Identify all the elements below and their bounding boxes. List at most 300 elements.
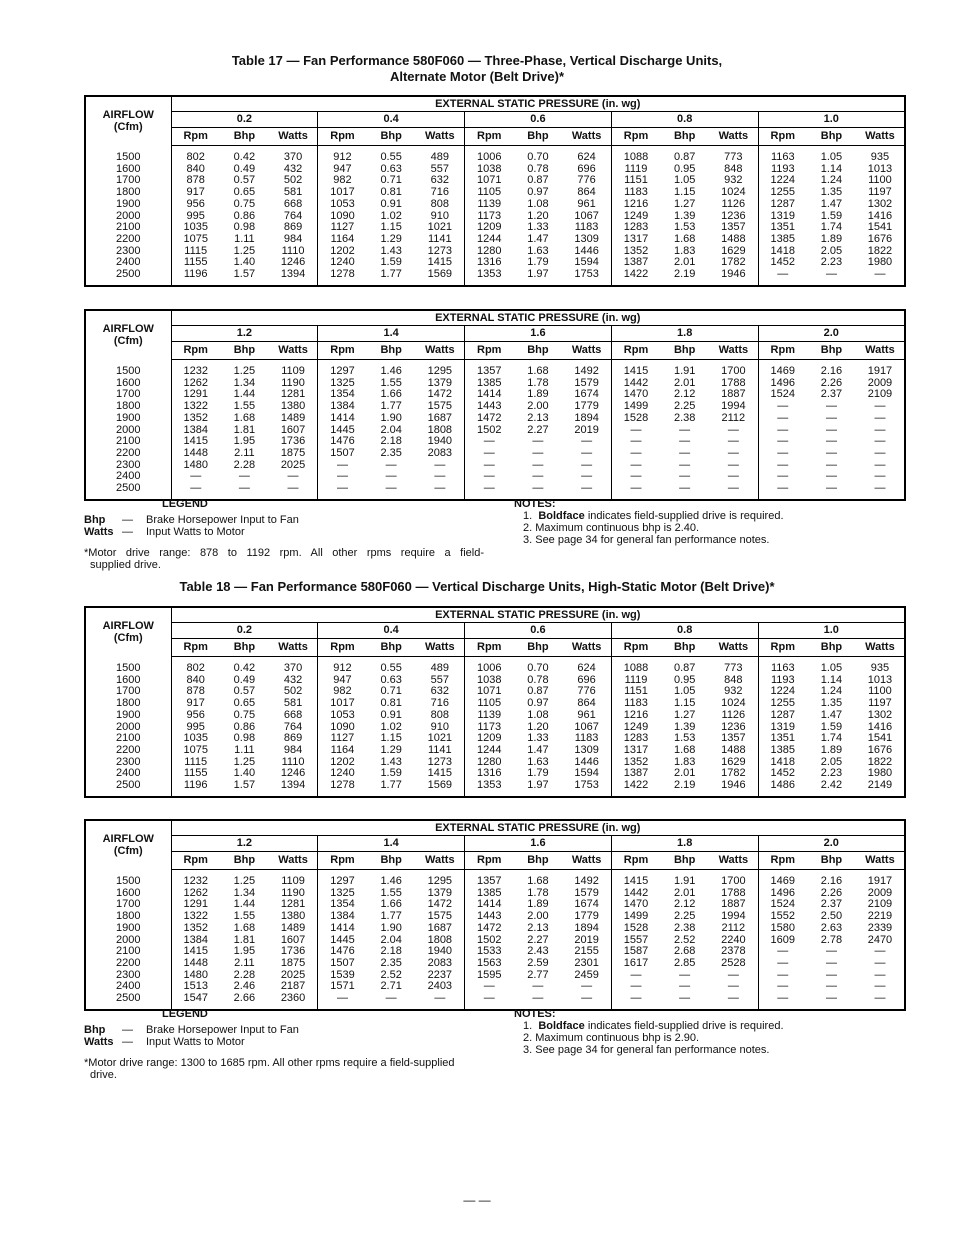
bhp-cell: 2.18	[380, 945, 402, 958]
rpm-cell: 1418	[770, 755, 796, 768]
rpm-cell: 1262	[183, 886, 208, 899]
bhp-cell: —	[825, 423, 837, 436]
rpm-cell: 1469	[770, 365, 796, 377]
bhp-cell: 1.68	[527, 875, 549, 887]
watts-column-header: Watts	[416, 342, 465, 360]
bhp-cell: 0.49	[233, 162, 256, 175]
bhp-cell: 2.27	[527, 423, 549, 436]
rpm-cell: 947	[333, 162, 352, 175]
airflow-unit: (Cfm)	[113, 121, 143, 134]
rpm-cell: 912	[333, 662, 352, 674]
watts-cell: —	[874, 968, 886, 981]
rpm-cell: 1422	[623, 779, 649, 792]
watts-cell: 1700	[709, 360, 758, 378]
watts-column-header: Watts	[416, 639, 465, 657]
bhp-cell: —	[679, 992, 691, 1005]
bhp-cell: 0.65	[233, 697, 256, 710]
bhp-column-header: Bhp	[220, 852, 269, 870]
airflow-cell: 2400	[85, 257, 171, 269]
bhp-cell: 1.66	[380, 898, 402, 911]
airflow-cell: 1700	[85, 899, 171, 911]
bhp-cell: 1.39	[673, 720, 696, 733]
rpm-cell: 1088	[623, 662, 649, 674]
watts-cell: —	[709, 981, 758, 993]
watts-cell: 1894	[562, 923, 611, 935]
bhp-cell: 1.35	[820, 186, 843, 199]
watts-cell: 716	[416, 698, 465, 710]
watts-cell: 1676	[867, 743, 893, 756]
note-1-text: indicates field-supplied drive is required.	[584, 1020, 784, 1032]
footnote17-line2: supplied drive.	[90, 559, 161, 571]
watts-cell: 1190	[269, 888, 318, 900]
rpm-cell: 982	[333, 685, 352, 698]
bhp-cell: 1.79	[527, 767, 549, 780]
legend-bhp-dash: —	[122, 514, 133, 526]
watts-cell: 502	[269, 686, 318, 698]
watts-cell: 489	[416, 657, 465, 675]
bhp-cell: —	[532, 482, 544, 495]
watts-cell: 961	[562, 710, 611, 722]
watts-cell: 1380	[269, 401, 318, 413]
bhp-column-header: Bhp	[807, 128, 856, 146]
legend-bhp-def: Brake Horsepower Input to Fan	[146, 514, 299, 526]
note-1	[514, 510, 906, 522]
legend-watts-def: Input Watts to Motor	[146, 1036, 245, 1048]
rpm-cell: —	[630, 992, 642, 1005]
rpm-cell: 1385	[770, 743, 796, 756]
pressure-header: 1.8	[611, 326, 758, 342]
rpm-cell: 1249	[623, 720, 649, 733]
watts-cell: 1446	[562, 246, 611, 258]
watts-cell: 1674	[562, 389, 611, 401]
bhp-cell: 2.35	[380, 956, 402, 969]
watts-cell: 1236	[709, 722, 758, 734]
rpm-cell: 1415	[183, 945, 208, 958]
bhp-cell: 2.01	[673, 767, 696, 780]
rpm-cell: 1317	[623, 743, 649, 756]
rpm-cell: —	[483, 980, 495, 993]
watts-cell: —	[874, 268, 886, 281]
bhp-cell: 1.68	[673, 743, 696, 756]
bhp-cell: —	[825, 411, 837, 424]
watts-cell: —	[416, 483, 465, 500]
rpm-cell: 1352	[183, 921, 208, 934]
watts-cell: 370	[269, 657, 318, 675]
watts-cell: —	[874, 470, 886, 483]
pressure-header: 1.0	[758, 112, 905, 128]
table17-legend	[84, 498, 504, 538]
bhp-cell: 2.38	[673, 921, 696, 934]
rpm-cell: 1115	[184, 244, 208, 257]
watts-cell: 1183	[562, 222, 611, 234]
bhp-cell: 2.00	[527, 910, 549, 923]
watts-cell: 2237	[416, 970, 465, 982]
watts-cell: —	[269, 471, 318, 483]
bhp-cell: —	[532, 980, 544, 993]
watts-cell: 776	[562, 175, 611, 187]
watts-cell: 2360	[269, 993, 318, 1010]
rpm-cell: 1280	[477, 755, 502, 768]
watts-cell: 557	[416, 675, 465, 687]
watts-cell: —	[874, 446, 886, 459]
bhp-cell: 1.91	[673, 875, 696, 887]
rpm-cell: —	[336, 470, 348, 483]
watts-cell: 2240	[709, 935, 758, 947]
airflow-cell: 2000	[85, 425, 171, 437]
rpm-cell: 878	[186, 685, 205, 698]
watts-cell: 2009	[867, 886, 893, 899]
watts-cell: 1197	[868, 186, 892, 199]
watts-cell: 716	[416, 187, 465, 199]
rpm-cell: 1587	[623, 945, 649, 958]
bhp-cell: 1.44	[233, 388, 256, 401]
bhp-cell: 0.49	[233, 673, 256, 686]
watts-cell: 1875	[269, 448, 318, 460]
watts-cell: 1594	[562, 768, 611, 780]
bhp-cell: 2.04	[380, 933, 402, 946]
rpm-cell: 1139	[477, 708, 502, 721]
bhp-cell: 1.59	[820, 720, 843, 733]
legend-watts-term: Watts	[84, 1036, 114, 1048]
airflow-cell: 1600	[85, 675, 171, 687]
bhp-cell: 0.87	[673, 662, 696, 674]
rpm-cell: 1469	[770, 875, 796, 887]
watts-cell: 2009	[867, 376, 893, 389]
watts-cell: 1302	[867, 708, 893, 721]
airflow-cell: 1900	[85, 923, 171, 935]
table18-legend	[84, 1008, 504, 1048]
pressure-header: 2.0	[758, 326, 905, 342]
rpm-cell: 1287	[770, 197, 796, 210]
watts-cell: 2109	[867, 388, 893, 401]
bhp-cell: 1.57	[233, 268, 256, 281]
watts-cell: 848	[709, 675, 758, 687]
airflow-cell: 1900	[85, 413, 171, 425]
external-static-pressure-header: EXTERNAL STATIC PRESSURE (in. wg)	[171, 607, 905, 623]
rpm-cell: 995	[186, 209, 205, 222]
airflow-cell: 1500	[85, 657, 171, 675]
rpm-cell: 1445	[330, 933, 355, 946]
rpm-cell: 1278	[330, 268, 355, 281]
bhp-cell: 1.68	[527, 365, 549, 377]
bhp-cell: 1.95	[233, 435, 256, 448]
airflow-header	[85, 820, 171, 870]
watts-cell: 1788	[709, 888, 758, 900]
watts-cell: 1190	[269, 378, 318, 390]
bhp-cell: 1.90	[380, 921, 402, 934]
bhp-column-header: Bhp	[660, 639, 709, 657]
watts-cell: —	[269, 483, 318, 500]
bhp-cell: 1.33	[527, 732, 549, 745]
bhp-cell: 1.47	[820, 197, 843, 210]
watts-cell: 432	[269, 675, 318, 687]
rpm-column-header: Rpm	[611, 128, 660, 146]
rpm-cell: 1163	[770, 662, 795, 674]
table-row	[85, 657, 905, 675]
bhp-cell: 1.77	[380, 779, 402, 792]
watts-cell: 1700	[709, 870, 758, 888]
watts-cell: 1021	[416, 733, 465, 745]
airflow-cell: 2300	[85, 246, 171, 258]
bhp-cell: 0.65	[233, 186, 256, 199]
bhp-cell: 2.78	[820, 933, 843, 946]
watts-cell: 2112	[709, 413, 758, 425]
rpm-cell: 1090	[330, 209, 355, 222]
watts-column-header: Watts	[416, 128, 465, 146]
bhp-cell: 1.40	[233, 767, 256, 780]
bhp-cell: —	[679, 458, 691, 471]
pressure-header: 1.2	[171, 836, 318, 852]
watts-cell: 1607	[269, 935, 318, 947]
legend-watts-dash: —	[122, 526, 133, 538]
rpm-cell: 1071	[477, 174, 502, 187]
table17-title-line1: Table 17 — Fan Performance 580F060 — Three-Phase, Vertical Discharge Units,	[231, 53, 723, 68]
rpm-cell: 1017	[330, 186, 355, 199]
airflow-cell: 2300	[85, 970, 171, 982]
watts-column-header: Watts	[856, 852, 905, 870]
legend-watts-def: Input Watts to Motor	[146, 526, 245, 538]
bhp-cell: 1.35	[820, 697, 843, 710]
watts-cell: 1808	[416, 935, 465, 947]
rpm-cell: 1418	[770, 244, 796, 257]
watts-cell: —	[874, 992, 886, 1005]
airflow-unit: (Cfm)	[113, 845, 143, 858]
bhp-cell: 1.15	[673, 697, 696, 710]
watts-cell: 1302	[867, 197, 893, 210]
watts-cell: 1415	[416, 257, 465, 269]
watts-column-header: Watts	[562, 639, 611, 657]
watts-cell: 1281	[269, 389, 318, 401]
rpm-cell: 1387	[623, 767, 649, 780]
rpm-cell: 1297	[330, 875, 355, 887]
rpm-cell: —	[777, 411, 789, 424]
airflow-cell: 1900	[85, 199, 171, 211]
bhp-cell: 1.15	[380, 221, 402, 234]
bhp-cell: 1.15	[380, 732, 402, 745]
bhp-cell: —	[679, 435, 691, 448]
rpm-cell: —	[630, 435, 642, 448]
bhp-cell: 2.25	[673, 400, 696, 413]
airflow-label: AIRFLOW	[102, 620, 154, 633]
watts-cell: 2112	[709, 923, 758, 935]
rpm-cell: 1155	[183, 256, 208, 269]
airflow-cell: 2200	[85, 745, 171, 757]
rpm-cell: 956	[186, 197, 205, 210]
rpm-cell: 1486	[770, 779, 796, 792]
watts-cell: 1416	[867, 720, 893, 733]
bhp-cell: 0.87	[527, 685, 549, 698]
legend-watts-row	[84, 1036, 504, 1048]
watts-column-header: Watts	[709, 639, 758, 657]
bhp-cell: 1.14	[820, 162, 843, 175]
rpm-cell: 1452	[770, 767, 796, 780]
watts-cell: 1894	[562, 413, 611, 425]
watts-cell: 1822	[867, 755, 893, 768]
watts-cell: 864	[562, 698, 611, 710]
bhp-cell: —	[825, 446, 837, 459]
rpm-cell: 1088	[623, 151, 649, 163]
airflow-cell: 2400	[85, 768, 171, 780]
bhp-column-header: Bhp	[220, 342, 269, 360]
rpm-cell: —	[630, 980, 642, 993]
rpm-cell: 1552	[770, 910, 796, 923]
watts-cell: 910	[416, 722, 465, 734]
watts-cell: —	[416, 471, 465, 483]
watts-cell: 1067	[562, 722, 611, 734]
rpm-cell: 1502	[477, 423, 502, 436]
airflow-label: AIRFLOW	[102, 833, 154, 846]
rpm-cell: 1385	[477, 376, 502, 389]
table-row	[85, 745, 905, 757]
note-2: 2. Maximum continuous bhp is 2.90.	[523, 1032, 700, 1044]
watts-cell: 1782	[709, 257, 758, 269]
bhp-cell: 1.68	[673, 232, 696, 245]
watts-cell: 1109	[269, 360, 318, 378]
bhp-cell: 1.46	[380, 365, 402, 377]
airflow-cell: 1900	[85, 710, 171, 722]
rpm-cell: 1316	[477, 767, 502, 780]
legend-bhp-term: Bhp	[84, 514, 106, 526]
bhp-cell: 2.01	[673, 256, 696, 269]
watts-cell: 1994	[709, 401, 758, 413]
watts-cell: 2339	[867, 921, 893, 934]
table-row	[85, 923, 905, 935]
rpm-cell: 1609	[770, 933, 796, 946]
page-footer: — —	[463, 1193, 491, 1207]
bhp-cell: 1.44	[233, 898, 256, 911]
bhp-cell: 0.55	[380, 151, 402, 163]
airflow-unit: (Cfm)	[113, 335, 143, 348]
bhp-cell: 1.89	[527, 898, 549, 911]
bhp-cell: 2.28	[233, 458, 256, 471]
watts-cell: —	[874, 400, 886, 413]
airflow-cell: 1700	[85, 175, 171, 187]
watts-cell: 2083	[416, 958, 465, 970]
rpm-column-header: Rpm	[318, 342, 367, 360]
rpm-cell: 1322	[183, 910, 208, 923]
bhp-cell: 2.59	[527, 956, 549, 969]
table18-title: Table 18 — Fan Performance 580F060 — Vertical Discharge Units, High-Static Motor (Belt Drive)*	[179, 579, 775, 594]
rpm-cell: 1139	[477, 197, 502, 210]
watts-cell: —	[562, 993, 611, 1010]
bhp-cell: 1.27	[673, 197, 696, 210]
rpm-cell: —	[630, 423, 642, 436]
watts-column-header: Watts	[269, 852, 318, 870]
airflow-cell: 1800	[85, 401, 171, 413]
watts-cell: 764	[269, 211, 318, 223]
watts-cell: 1446	[562, 757, 611, 769]
watts-cell: 1779	[562, 911, 611, 923]
watts-cell: 1309	[562, 745, 611, 757]
watts-cell: 1197	[868, 697, 892, 710]
legend-bhp-dash: —	[122, 1024, 133, 1036]
bhp-cell: 1.24	[820, 174, 843, 187]
rpm-cell: 1006	[477, 151, 502, 163]
rpm-cell: 1183	[624, 697, 648, 710]
watts-cell: —	[709, 448, 758, 460]
airflow-cell: 1800	[85, 698, 171, 710]
airflow-header	[85, 96, 171, 146]
watts-cell: 1100	[868, 174, 892, 187]
rpm-cell: 1209	[477, 732, 502, 745]
rpm-cell: 1384	[183, 933, 208, 946]
watts-cell: 864	[562, 187, 611, 199]
rpm-cell: —	[483, 458, 495, 471]
bhp-cell: 0.86	[233, 720, 256, 733]
rpm-cell: 802	[186, 662, 205, 674]
bhp-cell: —	[825, 968, 837, 981]
bhp-cell: 1.29	[380, 743, 402, 756]
table-row	[85, 269, 905, 286]
pressure-header: 0.6	[465, 112, 612, 128]
rpm-cell: 1075	[183, 232, 208, 245]
rpm-cell: 1507	[330, 446, 355, 459]
watts-cell: —	[874, 980, 886, 993]
airflow-label: AIRFLOW	[102, 323, 154, 336]
airflow-cell: 2500	[85, 483, 171, 500]
watts-cell: 1380	[269, 911, 318, 923]
rpm-cell: 1291	[183, 898, 208, 911]
rpm-cell: —	[777, 968, 789, 981]
watts-cell: 1110	[269, 246, 318, 258]
watts-column-header: Watts	[856, 128, 905, 146]
rpm-cell: 1357	[477, 875, 502, 887]
watts-cell: 1067	[562, 211, 611, 223]
airflow-cell: 1800	[85, 911, 171, 923]
footnote17-line1: *Motor drive range: 878 to 1192 rpm. All other rpms require a field-	[84, 547, 484, 559]
bhp-cell: 0.42	[233, 662, 256, 674]
rpm-cell: 1193	[770, 673, 795, 686]
watts-cell: 1753	[562, 269, 611, 286]
airflow-cell: 1800	[85, 187, 171, 199]
watts-cell: —	[709, 993, 758, 1010]
watts-cell: 668	[269, 199, 318, 211]
bhp-cell: 0.70	[527, 151, 549, 163]
bhp-cell: 1.33	[527, 221, 549, 234]
rpm-column-header: Rpm	[318, 128, 367, 146]
rpm-column-header: Rpm	[465, 342, 514, 360]
rpm-cell: 1105	[477, 697, 502, 710]
bhp-cell: —	[825, 992, 837, 1005]
watts-cell: —	[874, 956, 886, 969]
watts-cell: 1472	[416, 389, 465, 401]
watts-cell: 696	[562, 675, 611, 687]
watts-cell: 1569	[416, 269, 465, 286]
airflow-cell: 1700	[85, 686, 171, 698]
bhp-cell: 0.55	[380, 662, 402, 674]
bhp-cell: 2.12	[673, 388, 696, 401]
rpm-cell: 1173	[477, 720, 502, 733]
bhp-cell: 0.91	[380, 708, 402, 721]
bhp-cell: 1.43	[380, 755, 402, 768]
watts-cell: 1575	[416, 401, 465, 413]
bhp-cell: 0.75	[233, 708, 256, 721]
bhp-cell: 2.28	[233, 968, 256, 981]
bhp-cell: 2.26	[820, 886, 843, 899]
watts-column-header: Watts	[269, 128, 318, 146]
bhp-cell: 1.25	[233, 244, 256, 257]
rpm-cell: —	[777, 435, 789, 448]
bhp-cell: 1.91	[673, 365, 696, 377]
bhp-cell: 1.90	[380, 411, 402, 424]
rpm-cell: 1539	[330, 968, 355, 981]
airflow-cell: 1600	[85, 888, 171, 900]
rpm-cell: —	[777, 980, 789, 993]
rpm-cell: 1202	[330, 244, 355, 257]
rpm-column-header: Rpm	[758, 852, 807, 870]
bhp-column-header: Bhp	[807, 342, 856, 360]
bhp-cell: —	[679, 968, 691, 981]
